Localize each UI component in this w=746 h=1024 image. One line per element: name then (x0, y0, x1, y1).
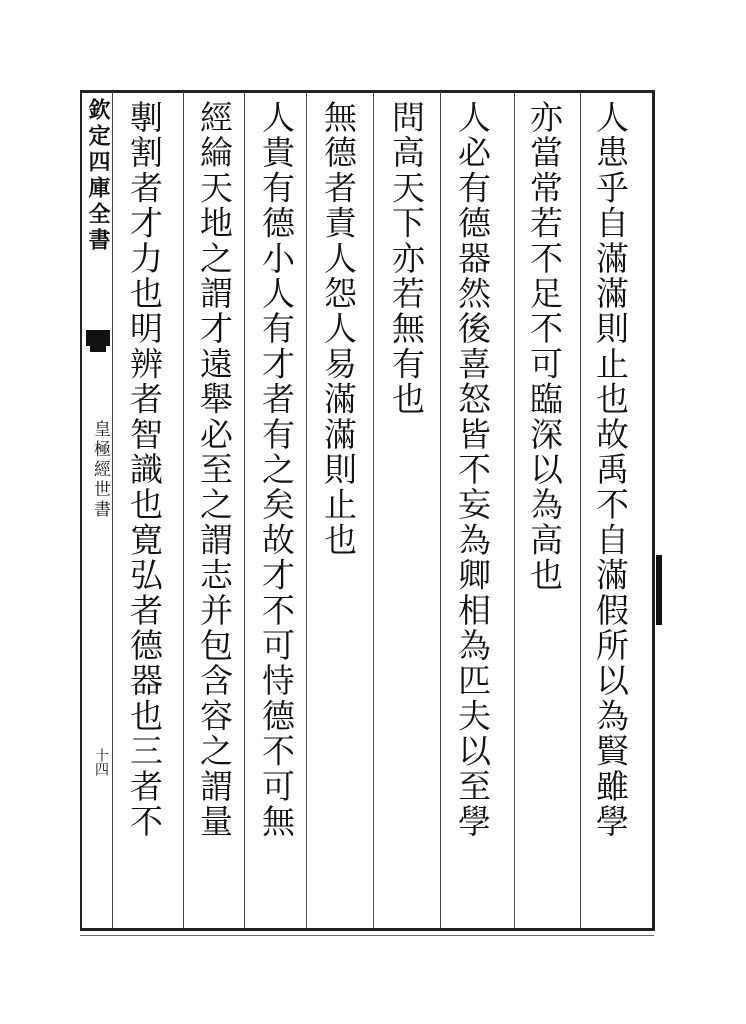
frame-right-rule (652, 90, 655, 931)
column-divider (112, 92, 113, 928)
edge-mark (656, 555, 662, 625)
column-divider (306, 92, 307, 928)
text-column-5: 無德者責人怨人易滿滿則止也 (319, 100, 358, 558)
text-column-1: 人患乎自滿滿則止也故禹不自滿假所以為賢雖學 (591, 100, 630, 840)
column-divider (244, 92, 245, 928)
frame-bottom-rule (80, 928, 654, 931)
text-column-2: 亦當常若不足不可臨深以為高也 (525, 100, 564, 593)
text-column-3: 人必有德器然後喜怒皆不妄為卿相為匹夫以至學 (453, 100, 492, 840)
text-column-4: 問高天下亦若無有也 (387, 100, 426, 417)
column-divider (183, 92, 184, 928)
text-column-6: 人貴有德小人有才者有之矣故才不可恃德不可無 (257, 100, 296, 840)
column-divider (440, 92, 441, 928)
frame-bottom-thin-rule (80, 935, 654, 936)
fish-tail-mark (86, 330, 110, 346)
column-divider (373, 92, 374, 928)
book-title: 皇極經世書 (90, 420, 110, 520)
frame-top-rule (80, 90, 654, 93)
fish-tail-mark-lower (90, 346, 106, 352)
text-column-8: 剸割者才力也明辨者智識也寛弘者德器也三者不 (125, 100, 164, 840)
series-title: 欽定四庫全書 (85, 98, 111, 254)
page-number: 十四 (93, 748, 109, 776)
column-divider (514, 92, 515, 928)
text-column-7: 經綸天地之謂才遠舉必至之謂志并包含容之謂量 (195, 100, 234, 840)
column-divider (580, 92, 581, 928)
